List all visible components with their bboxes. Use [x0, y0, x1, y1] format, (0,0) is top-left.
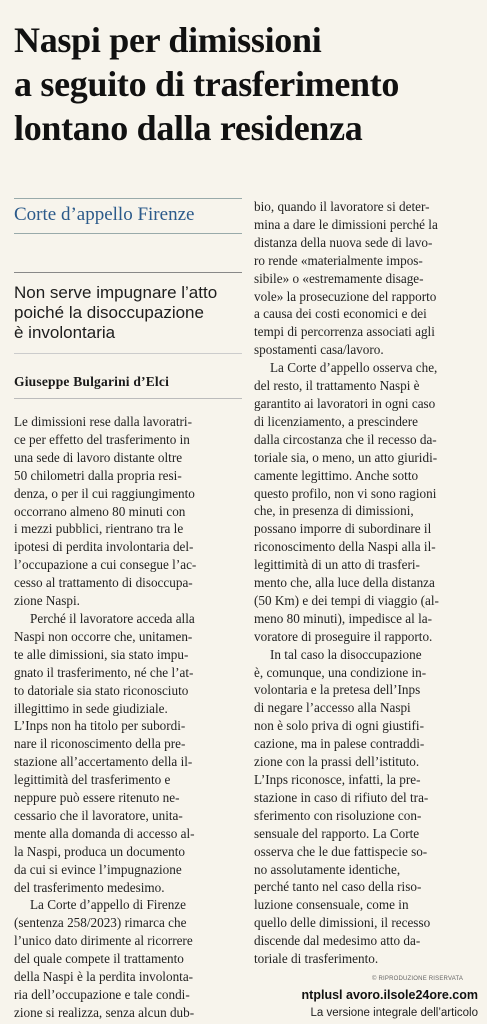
body-line: Perché il lavoratore acceda alla [30, 610, 195, 626]
body-line: l’occupazione a cui consegue l’ac- [14, 557, 197, 573]
body-paragraph [14, 896, 242, 1021]
body-line: (sentenza 258/2023) rimarca che [14, 915, 187, 931]
subhead [14, 283, 242, 343]
body-line: volontaria e la pretesa dell’Inps [254, 682, 421, 698]
body-line: ce per effetto del trasferimento in [14, 431, 190, 447]
body-line: l’unico dato dirimente al ricorrere [14, 933, 193, 949]
court-label: Corte d’appello Firenze [14, 204, 195, 225]
headline [14, 18, 478, 150]
body-paragraph [254, 646, 478, 968]
body-line: della Naspi è la perdita involonta- [14, 969, 194, 985]
body-line: da cui si evince l’impugnazione [14, 861, 182, 877]
body-line: voratore di proseguire il rapporto. [254, 628, 433, 644]
body-line: tempi di percorrenza associati agli [254, 324, 435, 340]
body-line: legittimità di un atto di trasferi- [254, 557, 420, 573]
body-line: nare il riconoscimento della pre- [14, 736, 186, 752]
body-line: dalla circostanza che il recesso da- [254, 431, 437, 447]
body-line: distanza della nuova sede di lavo- [254, 234, 433, 250]
body-paragraph [254, 359, 478, 646]
body-line: a causa dei costi economici e dei [254, 306, 427, 322]
body-line: meno 80 minuti), impedisce al la- [254, 610, 432, 626]
body-line: (50 Km) e dei tempi di viaggio (al- [254, 592, 439, 608]
body-line: legittimità del trasferimento e [14, 772, 171, 788]
body-line: sferimento con risoluzione con- [254, 807, 422, 823]
reproduction-notice: © RIPRODUZIONE RISERVATA [372, 976, 464, 982]
body-line: la Naspi, produca un documento [14, 843, 186, 859]
body-line: L’Inps riconosce, infatti, la pre- [254, 772, 421, 787]
site-link[interactable]: ntplusl avoro.ilsole24ore.com [301, 988, 478, 1002]
body-line: possano imporre di subordinare il [254, 521, 432, 537]
integral-version-note: La versione integrale dell’articolo [310, 1007, 478, 1019]
body-line: discende dal medesimo atto da- [254, 933, 421, 949]
right-body-text [254, 198, 478, 968]
body-line: non è solo priva di ogni giustifi- [254, 718, 424, 734]
body-line: stazione in caso di rifiuto del tra- [254, 789, 429, 805]
body-line: ria dell’occupazione e tale condi- [14, 987, 190, 1002]
headline-line: a seguito di trasferimento [14, 64, 400, 104]
left-column [14, 198, 242, 1022]
body-line: L’Inps non ha titolo per subordi- [14, 718, 186, 734]
body-line: Le dimissioni rese dalla lavoratri- [14, 414, 192, 429]
subhead-line: Non serve impugnare l’atto [14, 283, 218, 302]
left-body-text [14, 413, 242, 1022]
body-line: In tal caso la disoccupazione [270, 646, 422, 662]
body-line: sensuale del rapporto. La Corte [254, 825, 420, 841]
body-paragraph [254, 198, 478, 359]
body-line: camente legittimo. Anche sotto [254, 467, 419, 483]
headline-line: Naspi per dimissioni [14, 20, 322, 60]
body-line: toriale sia, o meno, un atto giuridi- [254, 449, 438, 465]
subhead-line: poiché la disoccupazione [14, 303, 204, 322]
body-line: zione si realizza, senza alcun dub- [14, 1004, 195, 1020]
body-line: zione con la prassi dell’istituto. [254, 754, 420, 770]
body-line: zione Naspi. [14, 593, 80, 609]
body-line: perché tanto nel caso della riso- [254, 879, 422, 895]
body-line: illegittimo in sede giudiziale. [14, 700, 168, 716]
body-line: Naspi non occorre che, unitamen- [14, 628, 193, 644]
body-line: del resto, il trattamento Naspi è [254, 378, 420, 394]
body-line: occorrano almeno 80 minuti con [14, 503, 186, 519]
body-line: bio, quando il lavoratore si deter- [254, 199, 430, 214]
subhead-section [14, 272, 242, 354]
body-line: La Corte d’appello di Firenze [30, 897, 186, 913]
body-line: cessario che il lavoratore, unita- [14, 807, 183, 823]
body-line: del quale compete il trattamento [14, 951, 184, 967]
body-line: gnato il trasferimento, né che l’at- [14, 664, 194, 680]
court-section [14, 198, 242, 234]
body-line: ipotesi di perdita involontaria del- [14, 539, 194, 555]
body-line: spostamenti casa/lavoro. [254, 342, 384, 358]
body-line: luzione consensuale, come in [254, 897, 409, 913]
headline-line: lontano dalla residenza [14, 108, 363, 148]
body-line: La Corte d’appello osserva che, [270, 360, 438, 376]
body-line: mente alla domanda di accesso al- [14, 825, 195, 841]
body-line: cazione, ma in palese contraddi- [254, 736, 425, 752]
body-line: i mezzi pubblici, rientrano tra le [14, 521, 184, 537]
body-line: te alle dimissioni, sia stato impu- [14, 646, 189, 662]
body-line: neppure può essere ritenuto ne- [14, 790, 180, 806]
author-byline: Giuseppe Bulgarini d’Elci [14, 374, 242, 399]
body-line: vole» la prosecuzione del rapporto [254, 288, 437, 304]
body-line: quello delle dimissioni, il recesso [254, 915, 431, 931]
body-paragraph [14, 413, 242, 610]
body-line: di negare l’accesso alla Naspi [254, 700, 411, 716]
body-line: questo profilo, non vi sono ragioni [254, 485, 437, 501]
body-line: toriale di trasferimento. [254, 951, 379, 967]
body-line: ro rende «materialmente impos- [254, 252, 423, 268]
body-line: di licenziamento, a prescindere [254, 413, 419, 429]
body-line: sibile» o «estremamente disage- [254, 270, 424, 286]
body-line: è, comunque, una condizione in- [254, 664, 427, 680]
body-line: cesso al trattamento di disoccupa- [14, 575, 193, 591]
subhead-line: è involontaria [14, 323, 116, 342]
body-line: 50 chilometri dalla propria resi- [14, 467, 182, 483]
right-column [254, 198, 478, 968]
body-line: che, in presenza di dimissioni, [254, 503, 414, 519]
body-line: to datoriale sia stato riconosciuto [14, 682, 189, 698]
body-line: garantito ai lavoratori in ogni caso [254, 395, 436, 411]
body-line: mina a dare le dimissioni perché la [254, 216, 438, 232]
body-line: mento che, alla luce della distanza [254, 575, 435, 591]
body-line: una sede di lavoro distante oltre [14, 449, 183, 465]
body-line: del trasferimento medesimo. [14, 879, 165, 895]
body-line: riconoscimento della Naspi alla il- [254, 539, 436, 555]
body-line: stazione all’accertamento della il- [14, 754, 193, 770]
body-line: osserva che le due fattispecie so- [254, 843, 428, 859]
body-line: denza, o per il cui raggiungimento [14, 485, 195, 501]
body-paragraph [14, 610, 242, 897]
body-line: no assolutamente identiche, [254, 861, 401, 877]
